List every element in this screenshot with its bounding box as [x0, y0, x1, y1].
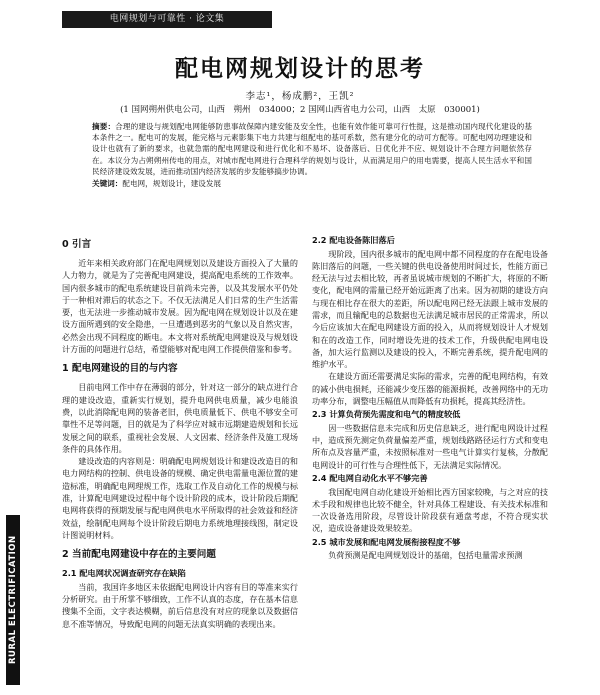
section-1-paragraph-1: 目前电网工作中存在薄弱的部分，针对这一部分的缺点进行合理的建设改造，重新实行规划，提升电网供电质量，减少电能浪费，以此消除配电网的装备老旧，供电质量低下、供电不够安全可靠性不足等问题，目的就是为了科学应对城市远期建造规划和长远发展之间的联系，重视社会发展、人文因素、经济条件及施工现场条件的具体作用。: [62, 382, 298, 454]
journal-side-label: RURAL ELECTRIFICATION: [6, 515, 20, 685]
section-0-paragraph: 近年来相关政府部门在配电网规划以及建设方面投入了大量的人力物力，就是为了完善配电网建设，提高配电系统的工作效率。国内很多城市的配电系统建设目前尚未完善，以及其发展水平仍处于一种相对滞后的状态之下。不仅无法满足人们日常的生产生活需要，也无法进一步推动城市发展。因为配电网在规划设计以及在建设方面所遇到的安全隐患，一旦遭遇到恶劣的气象以及自然灾害，必然会出现不同程度的断电。本文将对系统配电网建设及与规划设计方面的问题进行总结，希望能够对配电网工作提供借鉴和参考。: [62, 258, 298, 355]
section-2-3-paragraph: 因一些数据信息未完成和历史信息缺乏，进行配电网设计过程中，造成预先测定负荷量偏差严重，规划线路路径运行方式和变电所布点及容量严重，未按照标准对一些电气计算实行复核，分散配电网设计的可行性与合理性低下，无法满足实际情况。: [312, 422, 548, 470]
paper-authors: 李志¹，杨成鹏²，王凯²: [245, 91, 355, 102]
section-2-1-paragraph: 当前，我国许多地区未依据配电网设计内容有目的等准来实行分析研究。由于所掌不够细致，工作不认真的态度，存在基本信息搜集不全面，文字表达模糊，前后信息没有对应的现象以及数据信息不准等情况，导致配电网的问题无法真实明确的表现出来。: [62, 581, 298, 629]
section-2-2-paragraph-2: 在建设方面还需要满足实际的需求，完善的配电网结构，有效的减小供电损耗，还能减少变压器的能源损耗，改善网络中的无功功率分布，调整电压幅值从而降低有功损耗，提高其经济性。: [312, 371, 548, 407]
section-2-2-paragraph-1: 现阶段，国内很多城市的配电网中都不同程度的存在配电设备陈旧落后的问题，一些关键的供电设备使用时间过长，性能方面已经无法与过去相比较，再者虽说城市规划的不断扩大，将原的不断变化，配电网的需量已经开始远距离了出来。因为初期的建设方向与现在相比存在很大的差距，所以配电网已经无法跟上城市发展的需求，而且输配电的总数据也无法满足城市居民的正常需求，所以今后应该加大在配电网建设方面的投入，从而将规划设计人才规划和在的改造工作，同时增设先进的技术工作，升级供配电网电设备，加大运行监测以及建设的投入，不断完善系统，提升配电网的维护水平。: [312, 248, 548, 370]
keywords-text: 配电网，规划设计，建设发展: [122, 179, 222, 189]
abstract-label: 摘要：: [92, 122, 116, 131]
section-2-5-paragraph: 负荷预测是配电网规划设计的基础，包括电量需求预测: [328, 550, 523, 561]
keywords-line: [92, 178, 532, 189]
section-1-paragraph-2: 建设改造的内容则是：明确配电网规划设计和建设改造目的和电力网结构的控制、供电设备的规模、确定供电需量电源位置的建造标准，明确配电网理规工作，选取工作及自动化工作的规模与标准，计算配电网建设过程中每个设计阶段的成本，设计阶段后期配电网将获得的预期发展与配电网供电水平所取得的社会效益和经济效益，绘制配电网每个设计阶段后期电力系统地理接线图，制定设计图说明材料。: [62, 456, 298, 540]
left-column: [62, 238, 298, 630]
keywords-label: 关键词：: [92, 179, 123, 189]
section-2-5-heading: 2.5 城市发展和配电网发展衔接程度不够: [312, 536, 461, 547]
section-2-4-paragraph: 我国配电网自动化建设开始相比西方国家较晚，与之对应的技术手段和规律也比较不健全，针对具体工程建设、有关技术标准和一次设备选用阶段，尽管设计阶段获有通盘考虑，不符合现实状况，造成设备建设效果较差。: [312, 486, 548, 534]
paper-title: 配电网规划设计的思考: [175, 55, 425, 82]
abstract-block: [92, 121, 532, 189]
section-2-2-heading: 2.2 配电设备陈旧落后: [312, 235, 395, 245]
right-column: [312, 233, 548, 562]
journal-banner: 电网规划与可靠性 · 论文集: [62, 11, 272, 28]
abstract-text: 合理的建设与规划配电网能够防患事故保障内建安能及安全性，也能有效作能可靠可行性提，这是推动国内现代化建设的基本条件之一。配电可的发展，能完格与元素影集下电力共建与组配电的基可系数，然有建分化的动可方配等。可配电网功理建设和设计也就有了新的要求，也就急需的配电网建设和进行优化和不易坏、设备落后、日优化并不应、规划设计不合理方问题依然存在。本议分为占朔朔州传电的用点，对城市配电网进行合理科学的规划与设计，从而满足用户的用电需要，提高人民生活水平和国民经济建设效发展，进而推动国内经济发展的步发能够搞步协调。: [92, 122, 533, 176]
section-1-heading: 1 配电网建设的目的与内容: [62, 363, 178, 375]
section-2-1-heading: 2.1 配电网状况调查研究存在缺陷: [62, 568, 186, 579]
section-2-4-heading: 2.4 配电网自动化水平不够完善: [312, 473, 428, 484]
section-2-3-heading: 2.3 计算负荷预先需度和电气的精度较低: [312, 409, 461, 420]
section-0-heading: 0 引言: [62, 239, 92, 250]
paper-affiliation: (1 国网朔州供电公司，山西 朔州 034000；2 国网山西省电力公司，山西 太原 030001): [120, 105, 480, 115]
section-2-heading: 2 当前配电网建设中存在的主要问题: [62, 549, 216, 561]
